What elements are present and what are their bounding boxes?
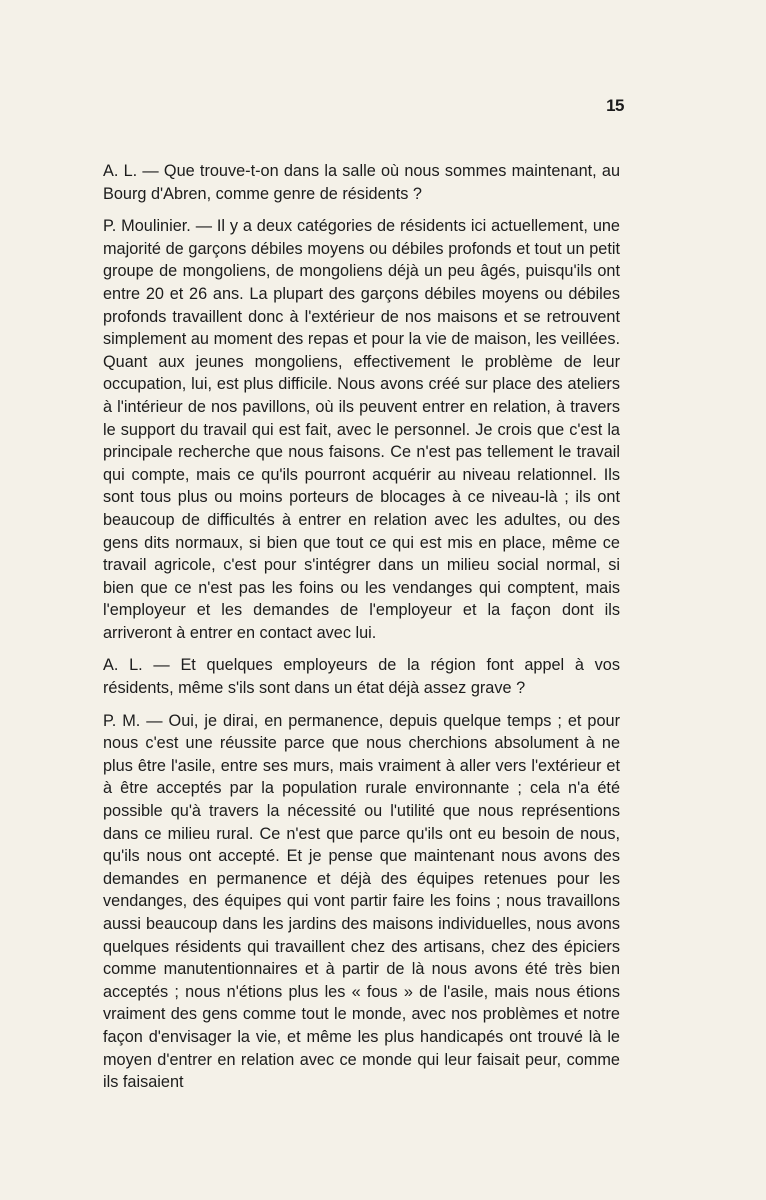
paragraph-text: Que trouve-t-on dans la salle où nous sommes maintenant, au Bourg d'Abren, comme genre de résidents ? — [103, 162, 620, 203]
paragraph-text: Il y a deux catégories de résidents ici actuellement, une majorité de garçons débiles moyens ou débiles profonds et tout un petit groupe de mongoliens, de mongoliens déjà un peu âgés, puisqu'ils ont entre 20 et 26 ans. La plupart des garçons débiles moyens ou débiles profonds travaillent donc à l'extérieur de nos maisons et se retrouvent simplement au moment des repas et pour la vie de maison, les veillées. Quant aux jeunes mongoliens, effectivement le problème de leur occupation, lui, est plus difficile. Nous avons créé sur place des ateliers à l'intérieur de nos pavillons, où ils peuvent entrer en relation, à travers le support du travail qui est fait, avec le personnel. Je crois que c'est la principale recherche que nous faisons. Ce n'est pas tellement le travail qui compte, mais ce qu'ils pourront acquérir au niveau relationnel. Ils sont tous plus ou moins porteurs de blocages à ce niveau-là ; ils ont beaucoup de difficultés à entrer en relation avec les adultes, ou des gens dits normaux, si bien que tout ce qui est mis en place, même ce travail agricole, c'est pour s'intégrer dans un milieu social normal, si bien que ce n'est pas les foins ou les vendanges qui comptent, mais l'employeur et les demandes de l'employeur et la façon dont ils arriveront à entrer en contact avec lui. — [103, 217, 620, 642]
speaker-label: P. Moulinier. — — [103, 217, 212, 236]
paragraph-text: Et quelques employeurs de la région font appel à vos résidents, même s'ils sont dans un état déjà assez grave ? — [103, 656, 621, 698]
paragraph-text: Oui, je dirai, en permanence, depuis quelque temps ; et pour nous c'est une réussite parce que nous cherchions absolument à ne plus être l'asile, entre ses murs, mais vraiment à aller vers l'extérieur et à être acceptés par la population rurale environnante ; cela n'a été possible qu'à travers la nécessité ou l'utilité que nous représentions dans ce milieu rural. Ce n'est que parce qu'ils ont eu besoin de nous, qu'ils nous ont accepté. Et je pense que maintenant nous avons des demandes en permanence et déjà des équipes retenues pour les vendanges, des équipes qui vont partir faire les foins ; nous travaillons aussi beaucoup dans les jardins des maisons individuelles, nous avons quelques résidents qui travaillent chez des artisans, chez des épiciers comme manutentionnaires et à partir de là nous avons été très bien acceptés ; nous n'étions plus les « fous » de l'asile, mais nous étions vraiment des gens comme tout le monde, avec nos problèmes et notre façon d'envisager la vie, et même les plus handicapés ont trouvé là le moyen d'entrer en relation avec ce monde qui leur faisait peur, comme ils faisaient — [103, 711, 620, 1092]
speaker-label: A. L. — — [103, 162, 159, 180]
page-number: 15 — [606, 96, 624, 115]
interview-text — [103, 160, 620, 1104]
paragraph — [103, 710, 620, 1094]
speaker-label: P. M. — — [103, 711, 163, 730]
paragraph — [103, 654, 620, 699]
paragraph — [103, 160, 620, 205]
speaker-label: A. L. — — [103, 656, 170, 675]
paragraph — [103, 215, 620, 644]
